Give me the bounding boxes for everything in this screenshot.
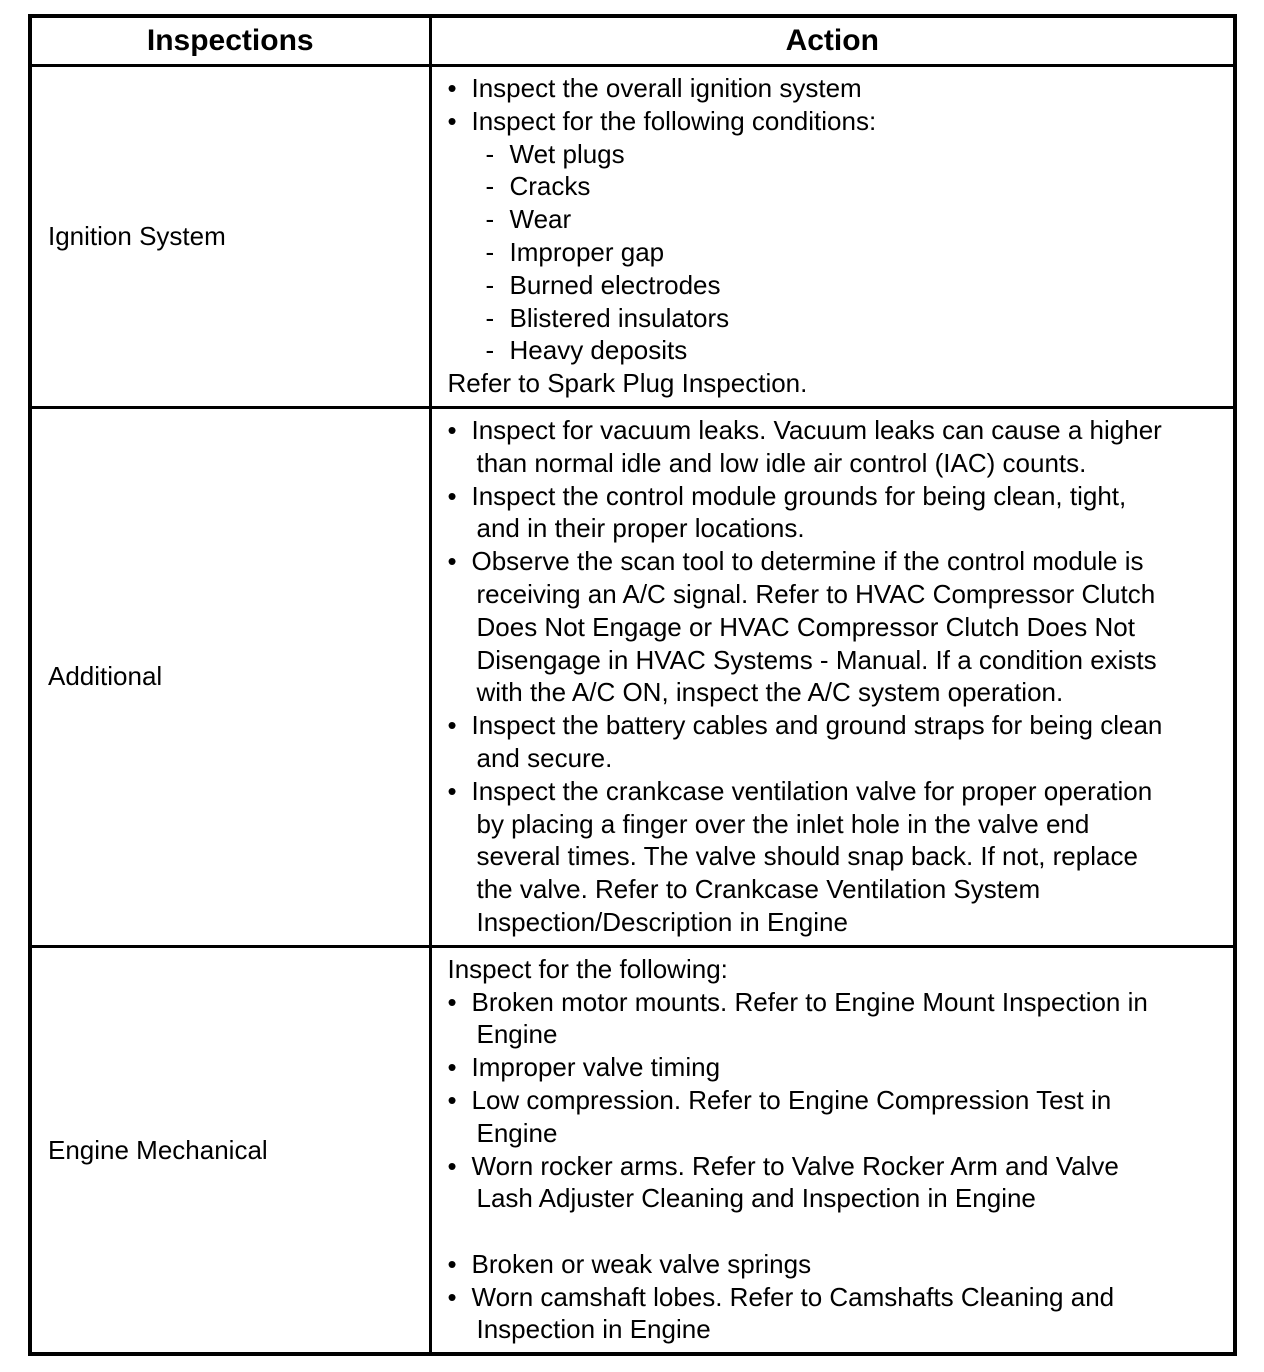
continuation-text: with the A/C ON, inspect the A/C system operation. xyxy=(476,677,1064,708)
bullet-icon: • xyxy=(447,480,457,511)
inspection-label: Ignition System xyxy=(30,66,430,408)
plain-text: Refer to Spark Plug Inspection. xyxy=(447,368,808,399)
continuation-text: several times. The valve should snap back. If not, replace xyxy=(476,841,1138,872)
blank-spacer xyxy=(446,1215,1222,1248)
dash-icon: - xyxy=(485,204,495,235)
dash-icon: - xyxy=(485,236,495,267)
bullet-icon: • xyxy=(447,73,457,103)
inspection-label: Additional xyxy=(30,407,430,946)
bullet-text: Inspect for vacuum leaks. Vacuum leaks can cause a higher xyxy=(471,414,1162,445)
bullet-icon: • xyxy=(447,710,457,741)
bullet-item xyxy=(446,709,1222,742)
action-cell xyxy=(430,66,1235,408)
continuation-text: receiving an A/C signal. Refer to HVAC Compressor Clutch xyxy=(476,578,1156,609)
bullet-text: Low compression. Refer to Engine Compression Test in xyxy=(471,1084,1112,1115)
continuation-text: and secure. xyxy=(476,742,613,773)
bullet-item xyxy=(446,105,1222,138)
bullet-text: Observe the scan tool to determine if the control module is xyxy=(471,546,1144,577)
bullet-icon: • xyxy=(447,546,457,577)
dash-icon: - xyxy=(485,302,495,333)
bullet-icon: • xyxy=(447,1281,457,1312)
bullet-icon: • xyxy=(447,1248,457,1279)
sub-item-text: Improper gap xyxy=(509,236,665,267)
bullet-item xyxy=(446,545,1222,578)
sub-item xyxy=(446,203,1222,236)
header-row xyxy=(30,16,1235,66)
continuation-text: Engine xyxy=(476,1019,558,1050)
table-row xyxy=(30,66,1235,408)
bullet-text: Inspect the crankcase ventilation valve for proper operation xyxy=(471,775,1153,806)
continuation-text: Disengage in HVAC Systems - Manual. If a condition exists xyxy=(476,644,1157,675)
plain-text: Inspect for the following: xyxy=(447,953,728,984)
sub-item xyxy=(446,236,1222,269)
bullet-text: Broken motor mounts. Refer to Engine Mount Inspection in xyxy=(471,986,1148,1017)
bullet-item xyxy=(446,1051,1222,1084)
bullet-icon: • xyxy=(447,105,457,136)
header-action: Action xyxy=(430,16,1235,66)
bullet-text: Improper valve timing xyxy=(471,1052,721,1083)
sub-item xyxy=(446,170,1222,203)
dash-icon: - xyxy=(485,171,495,202)
dash-icon: - xyxy=(485,269,495,300)
bullet-item xyxy=(446,1150,1222,1183)
sub-item-text: Wear xyxy=(509,204,572,235)
bullet-text: Inspect the control module grounds for being clean, tight, xyxy=(471,480,1127,511)
bullet-icon: • xyxy=(447,414,457,445)
action-cell xyxy=(430,946,1235,1354)
continuation-text: Does Not Engage or HVAC Compressor Clutch Does Not xyxy=(476,611,1135,642)
inspection-table xyxy=(28,14,1237,1356)
bullet-text: Worn rocker arms. Refer to Valve Rocker Arm and Valve xyxy=(471,1150,1119,1181)
bullet-text: Inspect for the following conditions: xyxy=(471,105,877,136)
bullet-item xyxy=(446,775,1222,808)
inspection-label: Engine Mechanical xyxy=(30,946,430,1354)
header-inspections: Inspections xyxy=(30,16,430,66)
dash-icon: - xyxy=(485,335,495,366)
bullet-item xyxy=(446,986,1222,1019)
bullet-icon: • xyxy=(447,775,457,806)
continuation-text: Engine xyxy=(476,1117,558,1148)
bullet-text: Inspect the overall ignition system xyxy=(471,73,862,103)
bullet-item xyxy=(446,1248,1222,1281)
table-row xyxy=(30,407,1235,946)
continuation-text: Lash Adjuster Cleaning and Inspection in Engine xyxy=(476,1183,1036,1214)
bullet-icon: • xyxy=(447,1150,457,1181)
sub-item xyxy=(446,302,1222,335)
continuation-text: and in their proper locations. xyxy=(476,513,805,544)
bullet-icon: • xyxy=(447,1052,457,1083)
bullet-item xyxy=(446,72,1222,105)
sub-item-text: Wet plugs xyxy=(509,138,625,169)
sub-item xyxy=(446,334,1222,367)
bullet-item xyxy=(446,414,1222,447)
continuation-text: by placing a finger over the inlet hole in the valve end xyxy=(476,808,1090,839)
dash-icon: - xyxy=(485,138,495,169)
bullet-item xyxy=(446,1281,1222,1314)
sub-item-text: Blistered insulators xyxy=(509,302,730,333)
bullet-text: Broken or weak valve springs xyxy=(471,1248,812,1279)
sub-item-text: Heavy deposits xyxy=(509,335,688,366)
sub-item xyxy=(446,138,1222,171)
sub-item-text: Burned electrodes xyxy=(509,269,721,300)
bullet-item xyxy=(446,1084,1222,1117)
continuation-text: than normal idle and low idle air control (IAC) counts. xyxy=(476,447,1087,478)
sub-item xyxy=(446,269,1222,302)
continuation-text: Inspection/Description in Engine xyxy=(476,906,848,937)
continuation-text: Inspection in Engine xyxy=(476,1314,711,1345)
bullet-icon: • xyxy=(447,986,457,1017)
bullet-item xyxy=(446,480,1222,513)
continuation-text: the valve. Refer to Crankcase Ventilation System xyxy=(476,874,1041,905)
bullet-text: Inspect the battery cables and ground straps for being clean xyxy=(471,710,1163,741)
sub-item-text: Cracks xyxy=(509,171,591,202)
table-row xyxy=(30,946,1235,1354)
action-cell xyxy=(430,407,1235,946)
bullet-icon: • xyxy=(447,1084,457,1115)
bullet-text: Worn camshaft lobes. Refer to Camshafts Cleaning and xyxy=(471,1281,1115,1312)
